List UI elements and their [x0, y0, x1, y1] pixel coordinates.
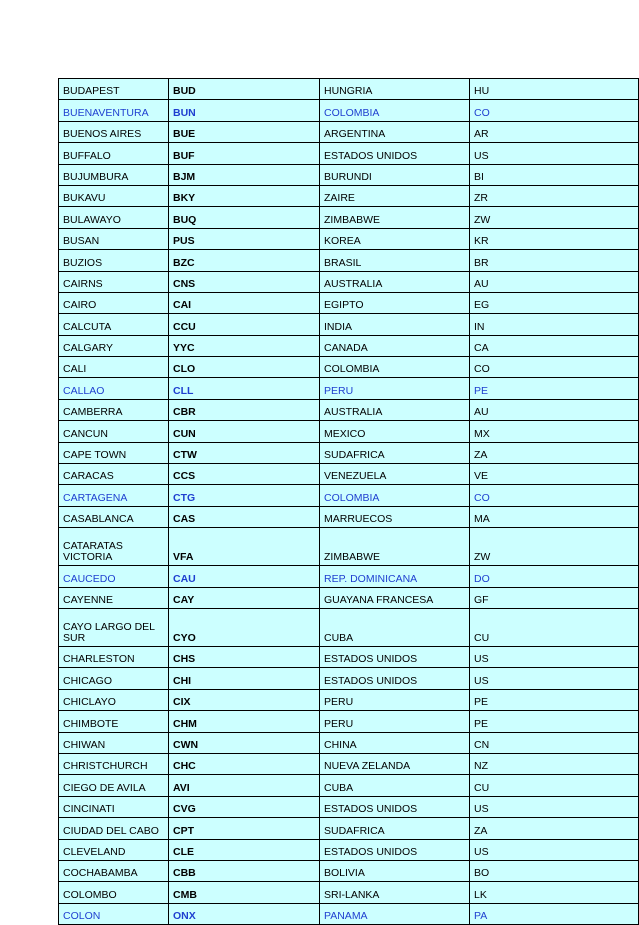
iso-cell: NZ	[470, 753, 639, 774]
code-cell: CBB	[169, 860, 320, 881]
country-cell: PERU	[320, 689, 470, 710]
iso-cell: MA	[470, 506, 639, 527]
country-cell: SUDAFRICA	[320, 818, 470, 839]
code-cell: BZC	[169, 250, 320, 271]
city-code-table	[58, 78, 639, 925]
code-cell: BUE	[169, 121, 320, 142]
country-cell: ESTADOS UNIDOS	[320, 143, 470, 164]
table-row	[59, 185, 639, 206]
code-cell: CHS	[169, 646, 320, 667]
country-cell: ESTADOS UNIDOS	[320, 646, 470, 667]
city-cell: CALCUTA	[59, 314, 169, 335]
table-row	[59, 566, 639, 587]
city-cell: CHRISTCHURCH	[59, 753, 169, 774]
city-cell: CHIMBOTE	[59, 711, 169, 732]
country-cell: ZIMBABWE	[320, 528, 470, 566]
iso-cell: BI	[470, 164, 639, 185]
table-body	[59, 79, 639, 925]
iso-cell: US	[470, 143, 639, 164]
table-row	[59, 207, 639, 228]
table-row	[59, 860, 639, 881]
code-cell: CAU	[169, 566, 320, 587]
country-cell: NUEVA ZELANDA	[320, 753, 470, 774]
code-cell: CWN	[169, 732, 320, 753]
code-cell: CVG	[169, 796, 320, 817]
table-row	[59, 732, 639, 753]
table-row	[59, 587, 639, 608]
table-row	[59, 250, 639, 271]
city-cell: BULAWAYO	[59, 207, 169, 228]
country-cell: KOREA	[320, 228, 470, 249]
country-cell: CHINA	[320, 732, 470, 753]
code-cell: YYC	[169, 335, 320, 356]
iso-cell: CU	[470, 775, 639, 796]
code-cell: CLL	[169, 378, 320, 399]
iso-cell: PE	[470, 378, 639, 399]
country-cell: GUAYANA FRANCESA	[320, 587, 470, 608]
iso-cell: LK	[470, 882, 639, 903]
table-row	[59, 506, 639, 527]
country-cell: INDIA	[320, 314, 470, 335]
table-row	[59, 839, 639, 860]
code-cell: BUD	[169, 79, 320, 100]
city-cell: COLOMBO	[59, 882, 169, 903]
country-cell: MARRUECOS	[320, 506, 470, 527]
iso-cell: AR	[470, 121, 639, 142]
iso-cell: DO	[470, 566, 639, 587]
country-cell: BRASIL	[320, 250, 470, 271]
city-cell: CHICAGO	[59, 668, 169, 689]
country-cell: ZIMBABWE	[320, 207, 470, 228]
country-cell: PERU	[320, 378, 470, 399]
table-row	[59, 528, 639, 566]
country-cell: PANAMA	[320, 903, 470, 924]
iso-cell: CO	[470, 100, 639, 121]
city-cell: BUSAN	[59, 228, 169, 249]
code-cell: CCS	[169, 464, 320, 485]
country-cell: SUDAFRICA	[320, 442, 470, 463]
city-cell: CIEGO DE AVILA	[59, 775, 169, 796]
iso-cell: ZW	[470, 528, 639, 566]
city-cell: CAUCEDO	[59, 566, 169, 587]
country-cell: COLOMBIA	[320, 485, 470, 506]
table-row	[59, 164, 639, 185]
code-cell: CAY	[169, 587, 320, 608]
country-cell: BOLIVIA	[320, 860, 470, 881]
city-cell: BUZIOS	[59, 250, 169, 271]
city-cell: BUENAVENTURA	[59, 100, 169, 121]
code-cell: CAI	[169, 292, 320, 313]
code-cell: BJM	[169, 164, 320, 185]
country-cell: PERU	[320, 711, 470, 732]
code-cell: CHC	[169, 753, 320, 774]
iso-cell: BR	[470, 250, 639, 271]
country-cell: SRI-LANKA	[320, 882, 470, 903]
code-cell: CBR	[169, 399, 320, 420]
city-cell: CHICLAYO	[59, 689, 169, 710]
country-cell: REP. DOMINICANA	[320, 566, 470, 587]
iso-cell: MX	[470, 421, 639, 442]
city-cell: CAYO LARGO DEL SUR	[59, 608, 169, 646]
country-cell: ZAIRE	[320, 185, 470, 206]
code-cell: BUF	[169, 143, 320, 164]
country-cell: AUSTRALIA	[320, 271, 470, 292]
code-cell: CLO	[169, 357, 320, 378]
country-cell: ESTADOS UNIDOS	[320, 668, 470, 689]
code-cell: BUQ	[169, 207, 320, 228]
code-cell: CUN	[169, 421, 320, 442]
country-cell: MEXICO	[320, 421, 470, 442]
code-cell: ONX	[169, 903, 320, 924]
iso-cell: US	[470, 668, 639, 689]
code-cell: CTG	[169, 485, 320, 506]
iso-cell: PE	[470, 689, 639, 710]
iso-cell: US	[470, 796, 639, 817]
table-row	[59, 796, 639, 817]
city-cell: CINCINATI	[59, 796, 169, 817]
city-cell: BUJUMBURA	[59, 164, 169, 185]
country-cell: COLOMBIA	[320, 100, 470, 121]
city-cell: CALLAO	[59, 378, 169, 399]
city-cell: COCHABAMBA	[59, 860, 169, 881]
table-row	[59, 689, 639, 710]
table-row	[59, 143, 639, 164]
table-row	[59, 399, 639, 420]
city-cell: CAPE TOWN	[59, 442, 169, 463]
code-cell: CCU	[169, 314, 320, 335]
code-cell: CAS	[169, 506, 320, 527]
iso-cell: CU	[470, 608, 639, 646]
city-cell: CATARATAS VICTORIA	[59, 528, 169, 566]
table-row	[59, 121, 639, 142]
table-row	[59, 357, 639, 378]
iso-cell: ZA	[470, 442, 639, 463]
table-row	[59, 711, 639, 732]
country-cell: ESTADOS UNIDOS	[320, 839, 470, 860]
iso-cell: ZA	[470, 818, 639, 839]
country-cell: EGIPTO	[320, 292, 470, 313]
table-row	[59, 228, 639, 249]
country-cell: HUNGRIA	[320, 79, 470, 100]
city-cell: CALGARY	[59, 335, 169, 356]
table-row	[59, 421, 639, 442]
code-cell: VFA	[169, 528, 320, 566]
code-cell: CPT	[169, 818, 320, 839]
iso-cell: HU	[470, 79, 639, 100]
code-cell: CNS	[169, 271, 320, 292]
iso-cell: AU	[470, 399, 639, 420]
table-row	[59, 378, 639, 399]
country-cell: CUBA	[320, 608, 470, 646]
table-row	[59, 608, 639, 646]
code-cell: CTW	[169, 442, 320, 463]
code-cell: CHM	[169, 711, 320, 732]
iso-cell: BO	[470, 860, 639, 881]
city-cell: BUKAVU	[59, 185, 169, 206]
country-cell: AUSTRALIA	[320, 399, 470, 420]
city-cell: CHARLESTON	[59, 646, 169, 667]
city-cell: BUDAPEST	[59, 79, 169, 100]
table-row	[59, 485, 639, 506]
table-row	[59, 335, 639, 356]
table-row	[59, 882, 639, 903]
code-cell: BUN	[169, 100, 320, 121]
iso-cell: ZW	[470, 207, 639, 228]
city-cell: CARTAGENA	[59, 485, 169, 506]
city-cell: CAIRNS	[59, 271, 169, 292]
iso-cell: ZR	[470, 185, 639, 206]
country-cell: CUBA	[320, 775, 470, 796]
iso-cell: CO	[470, 485, 639, 506]
city-cell: CHIWAN	[59, 732, 169, 753]
table-row	[59, 100, 639, 121]
country-cell: CANADA	[320, 335, 470, 356]
iso-cell: PA	[470, 903, 639, 924]
iso-cell: IN	[470, 314, 639, 335]
country-cell: COLOMBIA	[320, 357, 470, 378]
table-row	[59, 818, 639, 839]
iso-cell: AU	[470, 271, 639, 292]
table-row	[59, 464, 639, 485]
iso-cell: CA	[470, 335, 639, 356]
code-cell: AVI	[169, 775, 320, 796]
city-cell: CAYENNE	[59, 587, 169, 608]
country-cell: ESTADOS UNIDOS	[320, 796, 470, 817]
city-cell: CALI	[59, 357, 169, 378]
code-cell: CLE	[169, 839, 320, 860]
iso-cell: US	[470, 646, 639, 667]
table-row	[59, 271, 639, 292]
iso-cell: GF	[470, 587, 639, 608]
city-cell: COLON	[59, 903, 169, 924]
city-cell: CANCUN	[59, 421, 169, 442]
city-cell: CLEVELAND	[59, 839, 169, 860]
iso-cell: PE	[470, 711, 639, 732]
country-cell: ARGENTINA	[320, 121, 470, 142]
table-row	[59, 775, 639, 796]
code-cell: BKY	[169, 185, 320, 206]
code-cell: CIX	[169, 689, 320, 710]
code-cell: PUS	[169, 228, 320, 249]
table-row	[59, 668, 639, 689]
city-cell: CIUDAD DEL CABO	[59, 818, 169, 839]
city-cell: BUENOS AIRES	[59, 121, 169, 142]
iso-cell: KR	[470, 228, 639, 249]
table-row	[59, 442, 639, 463]
country-cell: BURUNDI	[320, 164, 470, 185]
city-cell: CARACAS	[59, 464, 169, 485]
city-cell: CASABLANCA	[59, 506, 169, 527]
iso-cell: VE	[470, 464, 639, 485]
iso-cell: EG	[470, 292, 639, 313]
country-cell: VENEZUELA	[320, 464, 470, 485]
table-row	[59, 292, 639, 313]
iso-cell: CO	[470, 357, 639, 378]
iso-cell: US	[470, 839, 639, 860]
table-row	[59, 79, 639, 100]
code-cell: CMB	[169, 882, 320, 903]
code-cell: CYO	[169, 608, 320, 646]
code-cell: CHI	[169, 668, 320, 689]
iso-cell: CN	[470, 732, 639, 753]
city-cell: CAIRO	[59, 292, 169, 313]
table-row	[59, 753, 639, 774]
table-row	[59, 314, 639, 335]
city-cell: CAMBERRA	[59, 399, 169, 420]
table-row	[59, 646, 639, 667]
city-cell: BUFFALO	[59, 143, 169, 164]
table-row	[59, 903, 639, 924]
